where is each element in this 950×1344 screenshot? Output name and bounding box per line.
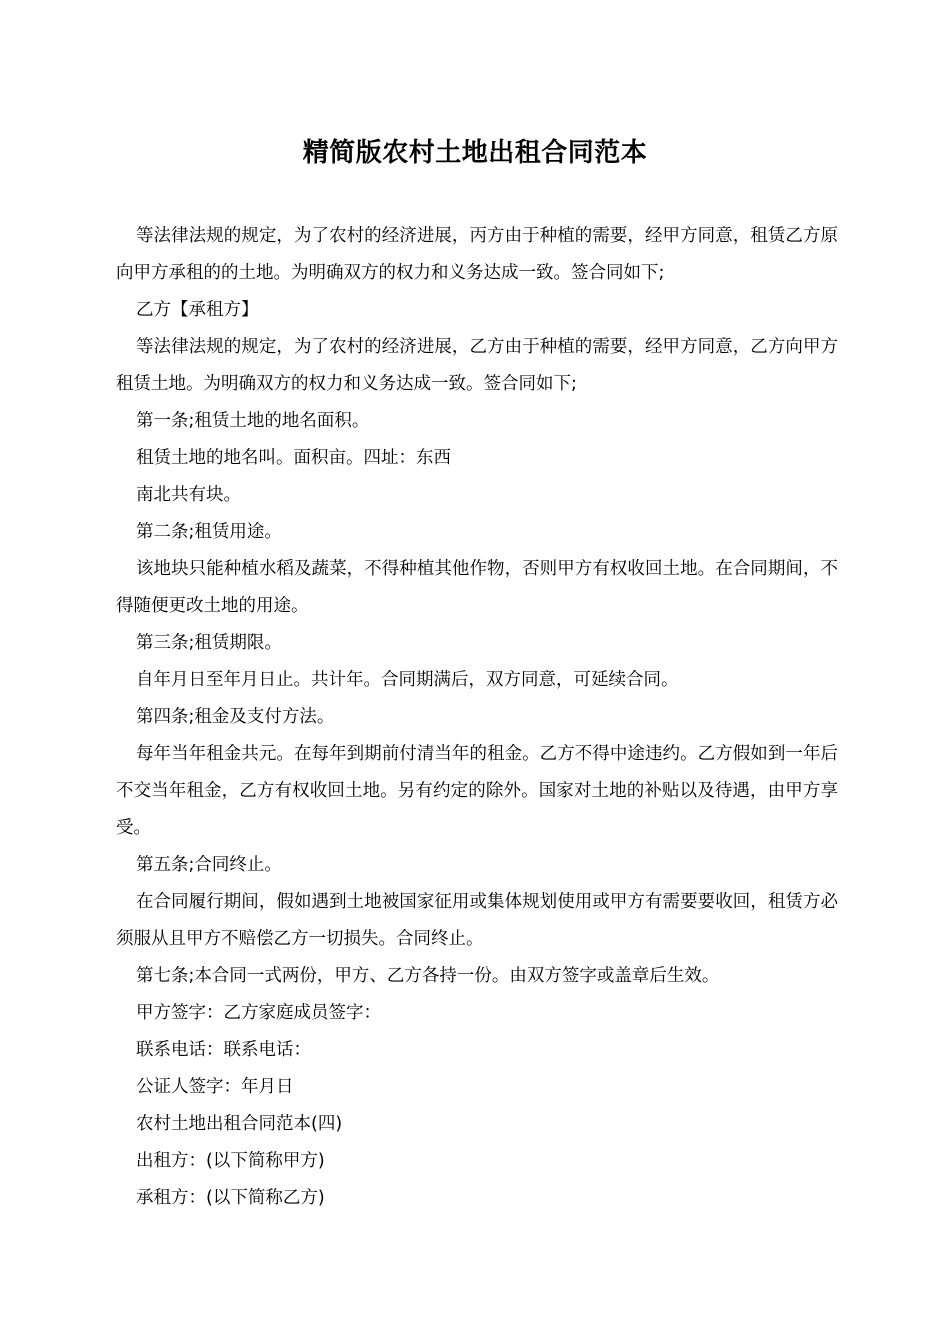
- paragraph: 该地块只能种植水稻及蔬菜，不得种植其他作物，否则甲方有权收回土地。在合同期间，不得随便更改土地的用途。: [116, 559, 838, 616]
- paragraph: 每年当年租金共元。在每年到期前付清当年的租金。乙方不得中途违约。乙方假如到一年后不交当年租金，乙方有权收回土地。另有约定的除外。国家对土地的补贴以及待遇，由甲方享受。: [116, 744, 838, 838]
- paragraph: 公证人签字：年月日: [136, 1077, 294, 1097]
- paragraph: 农村土地出租合同范本(四): [136, 1114, 343, 1134]
- paragraph: 第七条;本合同一式两份，甲方、乙方各持一份。由双方签字或盖章后生效。: [136, 966, 720, 986]
- paragraph: 在合同履行期间，假如遇到土地被国家征用或集体规划使用或甲方有需要要收回，租赁方必须服从且甲方不赔偿乙方一切损失。合同终止。: [116, 892, 838, 949]
- paragraph: 等法律法规的规定，为了农村的经济进展，丙方由于种植的需要，经甲方同意，租赁乙方原向甲方承租的的土地。为明确双方的权力和义务达成一致。签合同如下;: [116, 226, 838, 283]
- paragraph: 等法律法规的规定，为了农村的经济进展，乙方由于种植的需要，经甲方同意，乙方向甲方租赁土地。为明确双方的权力和义务达成一致。签合同如下;: [116, 337, 838, 394]
- paragraph: 第五条;合同终止。: [136, 855, 282, 875]
- paragraph: 第二条;租赁用途。: [136, 522, 282, 542]
- paragraph: 出租方：(以下简称甲方): [136, 1151, 325, 1171]
- paragraph: 第四条;租金及支付方法。: [136, 707, 335, 727]
- document-title: 精简版农村土地出租合同范本: [302, 138, 648, 168]
- paragraph: 甲方签字：乙方家庭成员签字：: [136, 1003, 381, 1023]
- document-body: [116, 218, 838, 1217]
- paragraph: 第一条;租赁土地的地名面积。: [136, 411, 370, 431]
- paragraph: 承租方：(以下简称乙方): [136, 1188, 325, 1208]
- paragraph: 自年月日至年月日止。共计年。合同期满后，双方同意，可延续合同。: [136, 670, 679, 690]
- paragraph: 联系电话：联系电话：: [136, 1040, 311, 1060]
- paragraph: 租赁土地的地名叫。面积亩。四址：东西: [136, 448, 451, 468]
- paragraph: 乙方【承租方】: [136, 300, 259, 320]
- paragraph: 南北共有块。: [136, 485, 241, 505]
- paragraph: 第三条;租赁期限。: [136, 633, 282, 653]
